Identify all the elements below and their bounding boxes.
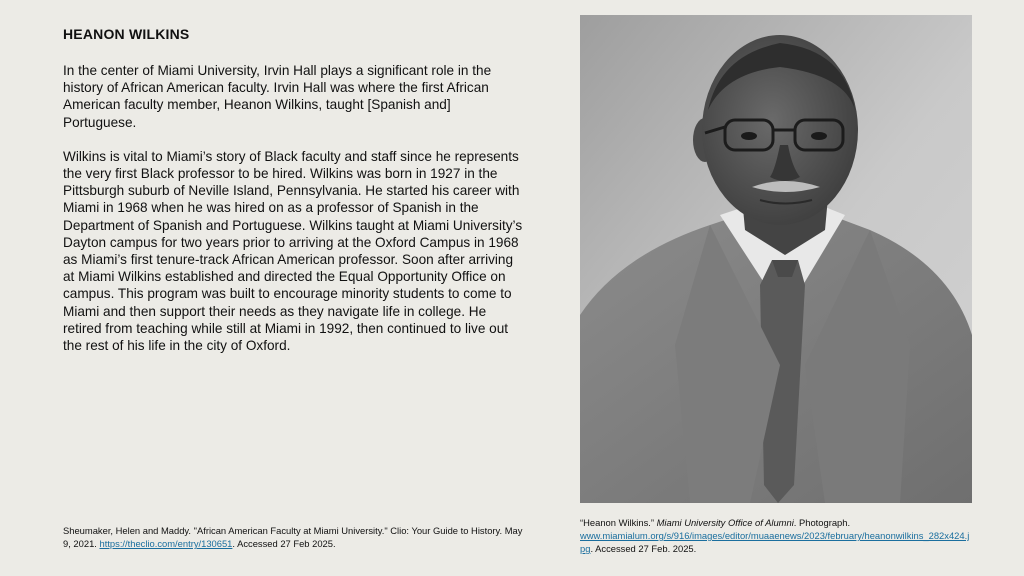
page-title: HEANON WILKINS: [63, 26, 190, 42]
text-citation: [63, 524, 523, 550]
photo-citation-source: Miami University Office of Alumni: [656, 517, 794, 528]
photo-citation-link[interactable]: www.miamialum.org/s/916/images/editor/muaaenews/2023/february/heanonwilkins_282x424.jpg: [580, 530, 970, 554]
citation-text-after: . Accessed 27 Feb 2025.: [232, 538, 336, 549]
body-text: [63, 62, 523, 371]
portrait-image: [580, 15, 972, 503]
paragraph-biography: Wilkins is vital to Miami’s story of Black faculty and staff since he represents the very first Black professor to be hired. Wilkins was born in 1927 in the Pittsburgh suburb of Neville Island, Pennsylvania. He started his career with Miami in 1968 when he was hired on as a professor of Spanish in the Department of Spanish and Portuguese. Wilkins taught at Miami University’s Dayton campus for two years prior to arriving at the Oxford Campus in 1968 as Miami’s first tenure-track African American professor. Soon after arriving at Miami Wilkins established and directed the Equal Opportunity Office on campus. This program was built to encourage minority students to come to Miami and then support their needs as they navigate life in college. He retired from teaching while still at Miami in 1992, then continued to live out the rest of his life in the city of Oxford.: [63, 148, 523, 354]
photo-citation: [580, 516, 972, 555]
citation-link[interactable]: https://theclio.com/entry/130651: [99, 538, 233, 549]
photo-citation-after: . Accessed 27 Feb. 2025.: [590, 543, 697, 554]
photo-citation-middle: . Photograph.: [793, 517, 851, 528]
citation-text-before: Sheumaker, Helen and Maddy. "African American Faculty at Miami University." Clio: Your Guide to History. May 9, 2021.: [63, 525, 523, 549]
portrait-photo: [580, 15, 972, 503]
photo-citation-title: “Heanon Wilkins.”: [580, 517, 657, 528]
paragraph-intro: In the center of Miami University, Irvin Hall plays a significant role in the history of African American faculty. Irvin Hall was where the first African American faculty member, Heanon Wilkins, taught [Spanish and] Portuguese.: [63, 63, 492, 130]
